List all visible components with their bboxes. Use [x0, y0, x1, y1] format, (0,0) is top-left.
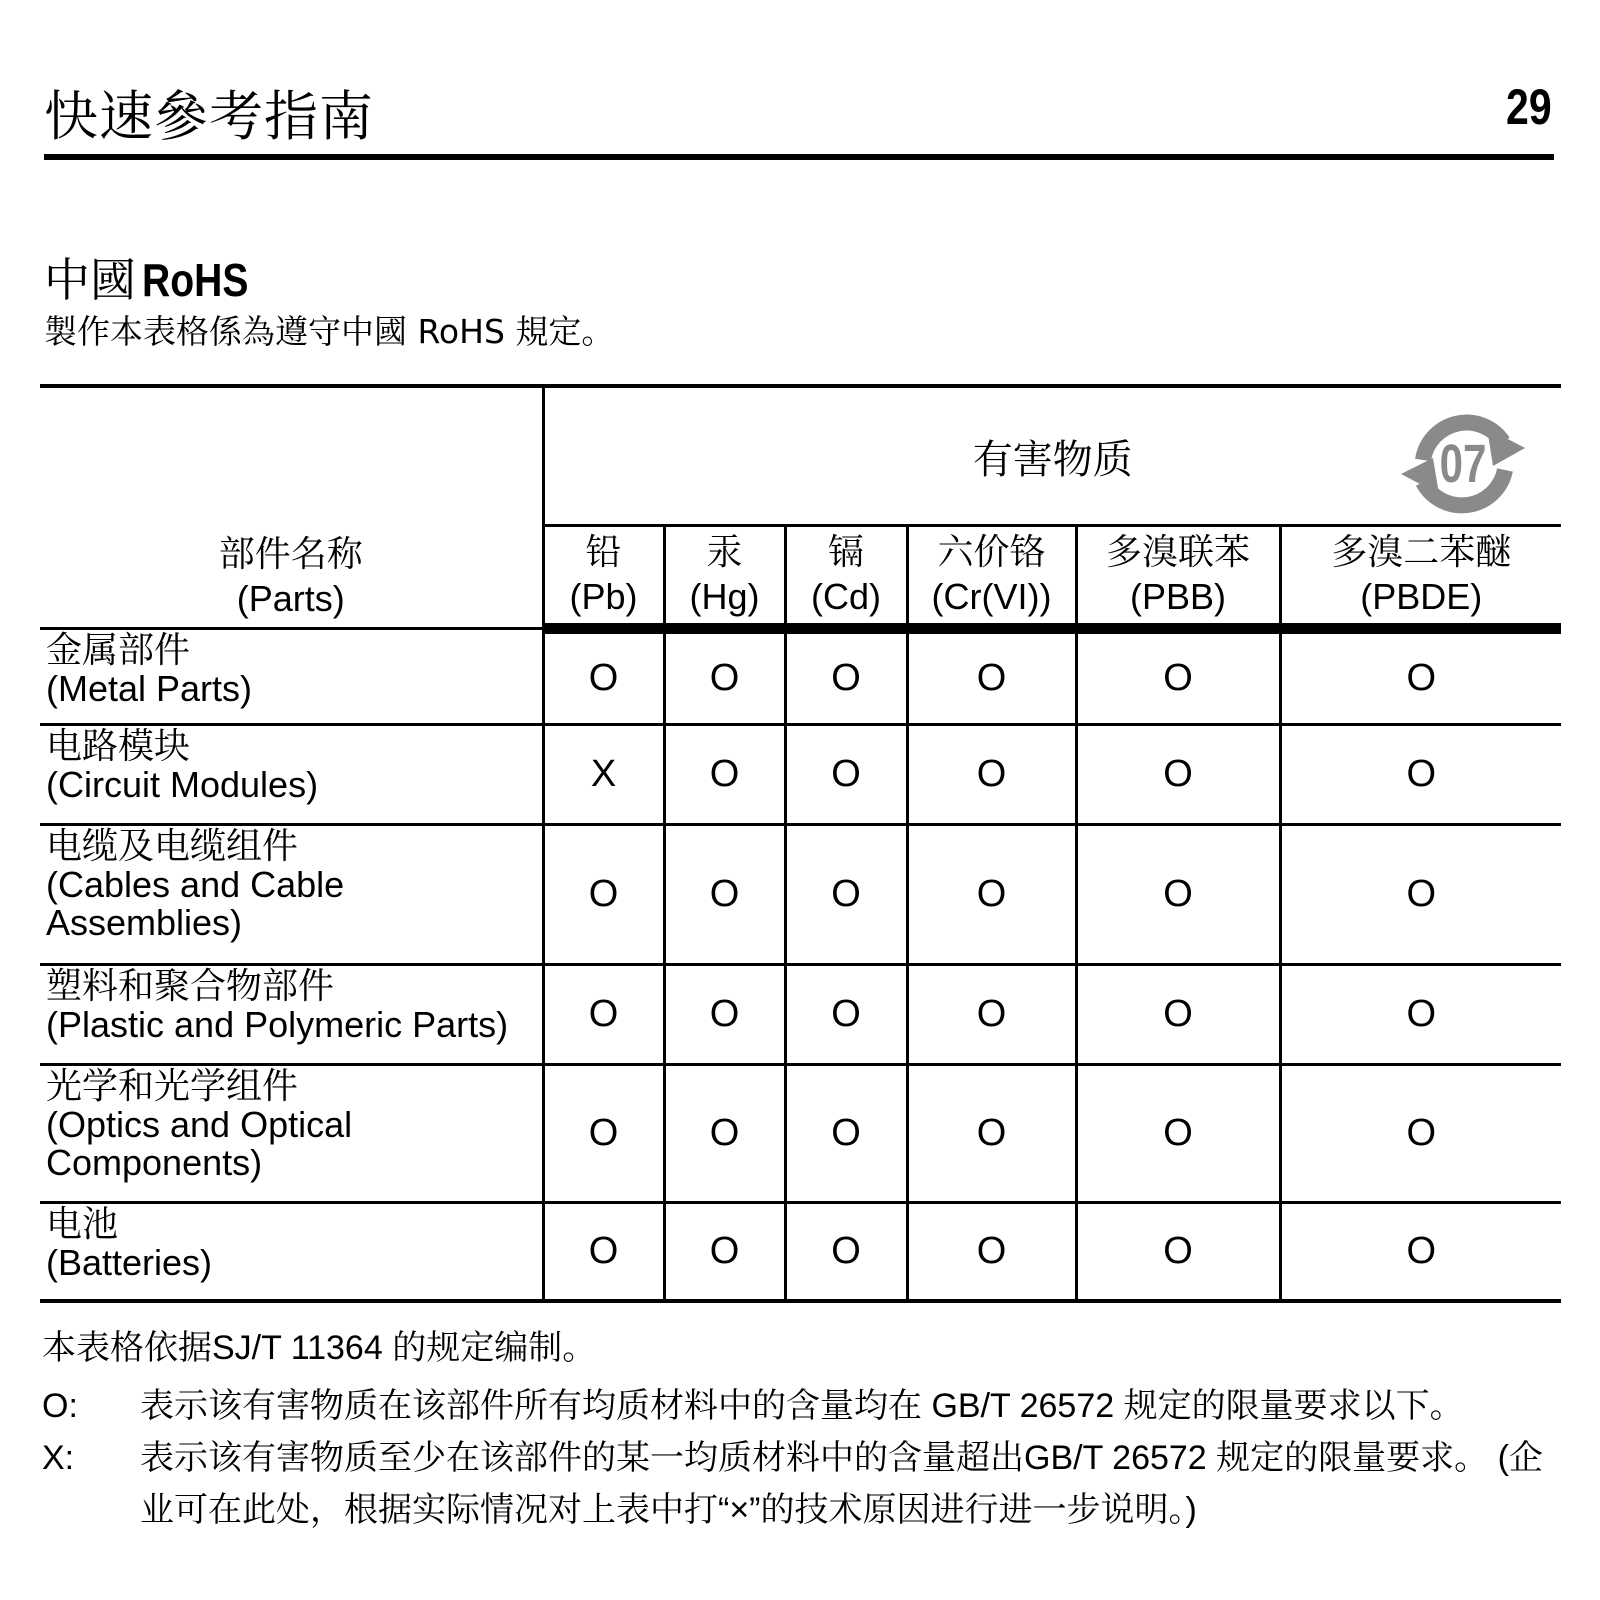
substance-cn: 铅 [585, 532, 622, 573]
part-name-cell [40, 629, 543, 725]
mark-cell: O [1280, 1065, 1561, 1203]
mark-cell: O [907, 825, 1076, 965]
mark-cell: O [785, 1065, 907, 1203]
part-name-cell [40, 825, 543, 965]
table-row [40, 1203, 1561, 1301]
mark-cell: O [907, 965, 1076, 1065]
table-row [40, 629, 1561, 725]
note-o-key: O: [42, 1387, 78, 1425]
part-name-en: (Circuit Modules) [46, 764, 319, 805]
part-name-cn: 金属部件 [46, 630, 191, 671]
mark-cell: O [1076, 1203, 1280, 1301]
hazardous-substances-header [543, 386, 1561, 526]
part-name-cn: 光学和光学组件 [46, 1066, 299, 1107]
substance-en: (PBB) [1129, 576, 1226, 617]
table-notes [42, 1322, 1562, 1536]
section-title-cn: 中國 [44, 253, 136, 307]
mark-cell: O [664, 965, 785, 1065]
substance-cn: 多溴二苯醚 [1331, 532, 1512, 573]
substance-en: (Pb) [569, 576, 638, 617]
part-name-cn: 塑料和聚合物部件 [46, 966, 335, 1007]
mark-cell: O [1076, 1065, 1280, 1203]
substance-header-cd [785, 526, 907, 629]
mark-cell: O [664, 629, 785, 725]
mark-cell: O [785, 725, 907, 825]
parts-header-cn: 部件名称 [218, 534, 363, 575]
note-x-key: X: [42, 1439, 75, 1477]
mark-cell: O [1280, 825, 1561, 965]
environmental-protection-use-period-icon [1393, 398, 1533, 528]
substance-header-pbde [1280, 526, 1561, 629]
substance-header-crvi [907, 526, 1076, 629]
section-title-latin: RoHS [142, 254, 249, 306]
substance-cn: 镉 [827, 532, 864, 573]
substance-header-hg [664, 526, 785, 629]
note-x [42, 1432, 1562, 1536]
substance-en: (Cr(VI)) [931, 576, 1052, 617]
mark-cell: O [907, 725, 1076, 825]
mark-cell: O [664, 1203, 785, 1301]
note-x-text: 表示该有害物质至少在该部件的某一均质材料中的含量超出GB/T 26572 规定的限量要求。 (企业可在此处，根据实际情况对上表中打“×”的技术原因进行进一步说明。) [140, 1439, 1543, 1529]
part-name-cn: 电池 [46, 1204, 119, 1245]
part-name-en: (Plastic and Polymeric Parts) [46, 1004, 509, 1045]
substance-cn: 多溴联苯 [1105, 532, 1250, 573]
mark-cell: O [1076, 965, 1280, 1065]
mark-cell: O [785, 825, 907, 965]
logo-text: 07 [1439, 434, 1487, 495]
mark-cell: O [907, 629, 1076, 725]
substance-en: (PBDE) [1360, 576, 1483, 617]
mark-cell: O [543, 1065, 664, 1203]
mark-cell: O [543, 965, 664, 1065]
part-name-cell [40, 1203, 543, 1301]
section-subtitle: 製作本表格係為遵守中國 RoHS 規定。 [44, 312, 615, 351]
mark-cell: O [543, 629, 664, 725]
part-name-cell [40, 965, 543, 1065]
substance-en: (Hg) [689, 576, 760, 617]
table-row [40, 725, 1561, 825]
note-o [42, 1380, 1562, 1432]
note-o-text: 表示该有害物质在该部件所有均质材料中的含量均在 GB/T 26572 规定的限量要求以下。 [140, 1387, 1464, 1425]
part-name-cn: 电路模块 [46, 726, 191, 767]
table-row [40, 825, 1561, 965]
mark-cell: O [785, 1203, 907, 1301]
page-number: 29 [1506, 79, 1552, 135]
substance-header-pb [543, 526, 664, 629]
parts-column-header [40, 386, 543, 629]
mark-cell: X [543, 725, 664, 825]
substance-en: (Cd) [811, 576, 881, 617]
mark-cell: O [907, 1065, 1076, 1203]
document-title: 快速參考指南 [44, 85, 374, 148]
mark-cell: O [907, 1203, 1076, 1301]
part-name-cell [40, 1065, 543, 1203]
part-name-en: (Optics and Optical Components) [46, 1104, 353, 1183]
substance-cn: 汞 [706, 532, 743, 573]
mark-cell: O [1076, 725, 1280, 825]
page-header [44, 70, 1554, 160]
mark-cell: O [1280, 629, 1561, 725]
parts-header-en: (Parts) [236, 578, 345, 619]
table-row [40, 1065, 1561, 1203]
part-name-cell [40, 725, 543, 825]
part-name-en: (Batteries) [46, 1242, 213, 1283]
rohs-table [40, 384, 1561, 1303]
section-title [44, 244, 267, 310]
mark-cell: O [664, 1065, 785, 1203]
mark-cell: O [1280, 1203, 1561, 1301]
mark-cell: O [1076, 825, 1280, 965]
mark-cell: O [543, 825, 664, 965]
mark-cell: O [1076, 629, 1280, 725]
mark-cell: O [785, 629, 907, 725]
substance-header-pbb [1076, 526, 1280, 629]
mark-cell: O [1280, 725, 1561, 825]
mark-cell: O [785, 965, 907, 1065]
mark-cell: O [1280, 965, 1561, 1065]
note-basis: 本表格依据SJ/T 11364 的规定编制。 [42, 1329, 597, 1367]
part-name-cn: 电缆及电缆组件 [46, 826, 299, 867]
part-name-en: (Metal Parts) [46, 668, 253, 709]
substance-cn: 六价铬 [937, 532, 1046, 573]
hazardous-substances-label: 有害物质 [972, 437, 1133, 483]
mark-cell: O [664, 725, 785, 825]
part-name-en: (Cables and Cable Assemblies) [46, 864, 345, 943]
mark-cell: O [543, 1203, 664, 1301]
table-row [40, 965, 1561, 1065]
mark-cell: O [664, 825, 785, 965]
